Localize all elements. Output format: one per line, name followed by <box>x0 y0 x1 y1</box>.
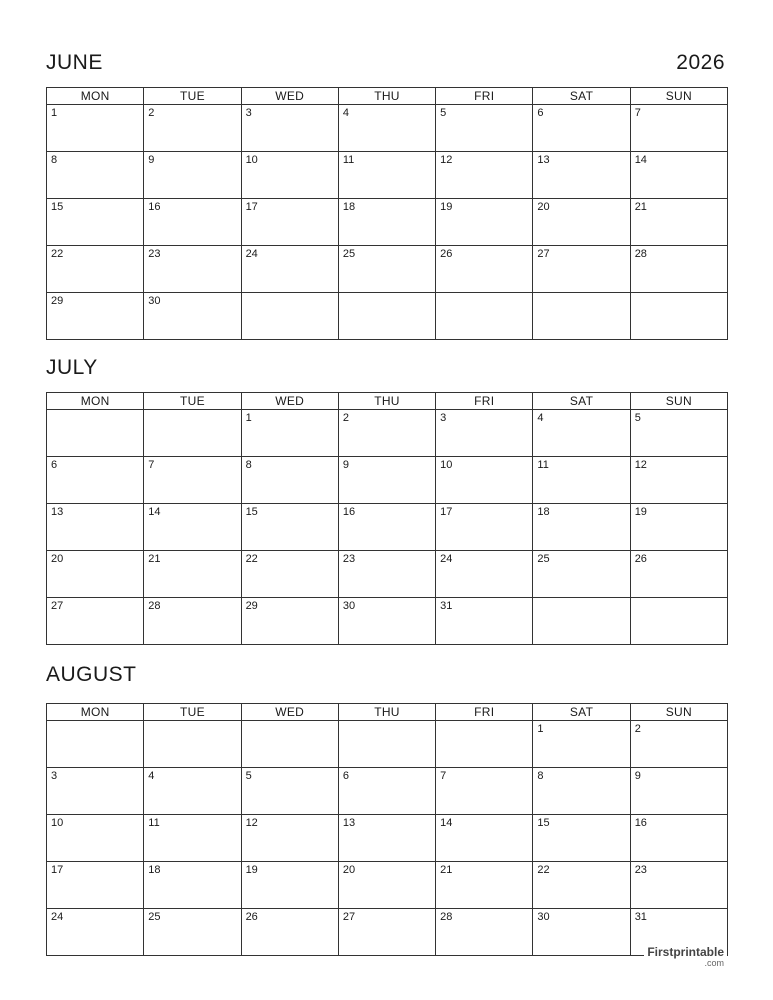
day-number: 11 <box>342 154 355 166</box>
day-cell <box>533 152 630 199</box>
calendar-grid-june <box>46 87 728 340</box>
day-number: 27 <box>342 911 356 923</box>
day-cell <box>144 551 241 598</box>
day-number: 24 <box>245 248 258 260</box>
day-cell <box>241 293 338 340</box>
week-row <box>47 457 728 504</box>
day-number: 12 <box>440 154 453 166</box>
day-cell <box>533 768 630 815</box>
day-cell <box>241 246 338 293</box>
day-cell <box>144 815 241 862</box>
day-number: 4 <box>342 107 349 119</box>
weekday-header: THU <box>338 393 435 410</box>
week-row <box>47 246 728 293</box>
day-cell <box>533 504 630 551</box>
day-cell <box>533 909 630 956</box>
day-cell <box>436 246 533 293</box>
brand-logo <box>644 946 727 968</box>
brand-name: Firstprintable <box>647 945 724 959</box>
day-cell <box>630 504 727 551</box>
day-cell <box>338 504 435 551</box>
day-number: 29 <box>245 600 258 612</box>
day-cell <box>533 199 630 246</box>
month-title-june: JUNE <box>46 51 103 74</box>
day-number: 15 <box>537 817 550 829</box>
day-cell <box>630 199 727 246</box>
day-number: 2 <box>342 412 349 424</box>
day-cell <box>436 551 533 598</box>
day-cell <box>436 457 533 504</box>
day-cell <box>47 246 144 293</box>
day-number: 30 <box>537 911 550 923</box>
weekday-header: SAT <box>533 88 630 105</box>
weekday-header-row <box>47 704 728 721</box>
day-number: 14 <box>148 506 161 518</box>
day-cell <box>338 410 435 457</box>
day-cell <box>630 152 727 199</box>
day-number: 5 <box>245 770 252 782</box>
day-cell <box>338 152 435 199</box>
day-cell <box>241 152 338 199</box>
day-cell <box>533 815 630 862</box>
weekday-header: TUE <box>144 393 241 410</box>
weekday-header: WED <box>241 393 338 410</box>
day-cell <box>533 551 630 598</box>
day-number: 23 <box>634 864 647 876</box>
day-cell <box>630 768 727 815</box>
day-number: 21 <box>440 864 453 876</box>
day-cell <box>338 598 435 645</box>
day-number: 8 <box>537 770 544 782</box>
day-number: 26 <box>245 911 258 923</box>
day-cell <box>436 862 533 909</box>
day-number: 9 <box>634 770 641 782</box>
weekday-header: THU <box>338 88 435 105</box>
day-cell <box>436 152 533 199</box>
week-row <box>47 768 728 815</box>
day-number: 19 <box>245 864 258 876</box>
day-number: 27 <box>537 248 550 260</box>
day-cell <box>338 721 435 768</box>
day-cell <box>47 152 144 199</box>
day-cell <box>630 721 727 768</box>
calendar-grid-july <box>46 392 728 645</box>
weekday-header: FRI <box>436 704 533 721</box>
day-number: 27 <box>51 600 64 612</box>
day-number: 21 <box>634 201 647 213</box>
day-number: 22 <box>51 248 64 260</box>
day-cell <box>436 504 533 551</box>
day-number: 1 <box>537 723 544 735</box>
day-cell <box>630 862 727 909</box>
day-number: 10 <box>440 459 453 471</box>
day-cell <box>241 598 338 645</box>
day-cell <box>144 199 241 246</box>
day-number: 20 <box>537 201 550 213</box>
day-number: 11 <box>537 459 549 471</box>
day-number: 16 <box>342 506 356 518</box>
day-number: 28 <box>440 911 453 923</box>
day-cell <box>47 598 144 645</box>
day-cell <box>630 246 727 293</box>
day-number: 31 <box>634 911 647 923</box>
day-cell <box>144 293 241 340</box>
week-row <box>47 815 728 862</box>
day-number: 24 <box>51 911 64 923</box>
weekday-header: THU <box>338 704 435 721</box>
week-row <box>47 199 728 246</box>
day-number: 19 <box>634 506 647 518</box>
day-cell <box>436 768 533 815</box>
day-number: 30 <box>148 295 161 307</box>
day-cell <box>630 815 727 862</box>
weekday-header-row <box>47 393 728 410</box>
day-number: 10 <box>245 154 258 166</box>
day-cell <box>338 105 435 152</box>
day-number: 18 <box>537 506 550 518</box>
day-cell <box>436 410 533 457</box>
day-cell <box>144 598 241 645</box>
day-cell <box>533 862 630 909</box>
day-number: 26 <box>634 553 647 565</box>
day-number: 29 <box>51 295 64 307</box>
day-cell <box>338 457 435 504</box>
day-cell <box>144 246 241 293</box>
day-number: 17 <box>245 201 258 213</box>
day-cell <box>241 815 338 862</box>
day-number: 13 <box>342 817 356 829</box>
day-cell <box>47 815 144 862</box>
day-number: 6 <box>537 107 544 119</box>
month-title-august: AUGUST <box>46 663 137 686</box>
day-cell <box>47 504 144 551</box>
day-number: 7 <box>148 459 155 471</box>
day-cell <box>630 410 727 457</box>
weekday-header: TUE <box>144 704 241 721</box>
day-number: 9 <box>148 154 155 166</box>
day-cell <box>436 721 533 768</box>
day-cell <box>533 293 630 340</box>
day-number: 3 <box>245 107 252 119</box>
day-cell <box>241 105 338 152</box>
day-cell <box>436 293 533 340</box>
day-cell <box>241 551 338 598</box>
day-number: 7 <box>634 107 641 119</box>
day-number: 11 <box>148 817 160 829</box>
day-cell <box>47 721 144 768</box>
day-cell <box>47 457 144 504</box>
day-number: 19 <box>440 201 453 213</box>
day-number: 23 <box>342 553 356 565</box>
week-row <box>47 551 728 598</box>
weekday-header: WED <box>241 704 338 721</box>
day-number: 12 <box>634 459 647 471</box>
day-cell <box>241 768 338 815</box>
day-cell <box>47 410 144 457</box>
day-number: 20 <box>51 553 64 565</box>
day-cell <box>436 909 533 956</box>
day-number: 16 <box>634 817 647 829</box>
day-number: 13 <box>51 506 64 518</box>
day-cell <box>241 721 338 768</box>
day-number: 30 <box>342 600 356 612</box>
day-cell <box>338 246 435 293</box>
day-cell <box>241 199 338 246</box>
year-label: 2026 <box>676 51 725 74</box>
month-title-july: JULY <box>46 356 98 379</box>
day-cell <box>338 199 435 246</box>
day-number: 28 <box>148 600 161 612</box>
day-number: 4 <box>148 770 155 782</box>
day-number: 12 <box>245 817 258 829</box>
day-number: 7 <box>440 770 447 782</box>
weekday-header: SUN <box>630 393 727 410</box>
day-number: 31 <box>440 600 453 612</box>
day-number: 25 <box>148 911 161 923</box>
day-cell <box>241 862 338 909</box>
day-cell <box>144 105 241 152</box>
day-cell <box>533 721 630 768</box>
day-cell <box>630 598 727 645</box>
day-number: 15 <box>245 506 258 518</box>
day-cell <box>241 457 338 504</box>
day-number: 23 <box>148 248 161 260</box>
day-number: 17 <box>440 506 453 518</box>
day-number: 17 <box>51 864 64 876</box>
day-cell <box>436 105 533 152</box>
day-cell <box>338 815 435 862</box>
day-number: 14 <box>634 154 647 166</box>
day-number: 28 <box>634 248 647 260</box>
day-cell <box>630 457 727 504</box>
day-number: 18 <box>342 201 356 213</box>
day-number: 16 <box>148 201 161 213</box>
day-number: 14 <box>440 817 453 829</box>
week-row <box>47 152 728 199</box>
day-cell <box>436 815 533 862</box>
day-cell <box>47 293 144 340</box>
weekday-header: SUN <box>630 704 727 721</box>
day-number: 6 <box>342 770 349 782</box>
day-cell <box>144 504 241 551</box>
day-cell <box>436 199 533 246</box>
weekday-header: SAT <box>533 393 630 410</box>
day-number: 2 <box>148 107 155 119</box>
day-cell <box>144 410 241 457</box>
day-cell <box>241 909 338 956</box>
week-row <box>47 598 728 645</box>
day-number: 8 <box>51 154 58 166</box>
week-row <box>47 410 728 457</box>
day-cell <box>144 862 241 909</box>
day-number: 20 <box>342 864 356 876</box>
day-number: 5 <box>634 412 641 424</box>
day-cell <box>533 457 630 504</box>
day-number: 9 <box>342 459 349 471</box>
day-number: 4 <box>537 412 544 424</box>
day-cell <box>144 909 241 956</box>
day-cell <box>338 862 435 909</box>
day-cell <box>144 152 241 199</box>
week-row <box>47 504 728 551</box>
day-number: 8 <box>245 459 252 471</box>
day-cell <box>338 551 435 598</box>
weekday-header: MON <box>47 88 144 105</box>
day-cell <box>241 504 338 551</box>
day-number: 5 <box>440 107 447 119</box>
day-number: 13 <box>537 154 550 166</box>
day-number: 21 <box>148 553 161 565</box>
day-number: 1 <box>245 412 252 424</box>
day-cell <box>533 105 630 152</box>
weekday-header: SUN <box>630 88 727 105</box>
week-row <box>47 105 728 152</box>
day-cell <box>533 246 630 293</box>
weekday-header: SAT <box>533 704 630 721</box>
day-cell <box>47 909 144 956</box>
day-number: 24 <box>440 553 453 565</box>
day-cell <box>47 768 144 815</box>
day-number: 6 <box>51 459 58 471</box>
day-cell <box>47 551 144 598</box>
day-cell <box>241 410 338 457</box>
day-number: 22 <box>245 553 258 565</box>
day-cell <box>630 551 727 598</box>
day-cell <box>630 105 727 152</box>
day-cell <box>436 598 533 645</box>
weekday-header: FRI <box>436 393 533 410</box>
day-cell <box>144 457 241 504</box>
day-cell <box>144 768 241 815</box>
day-number: 25 <box>537 553 550 565</box>
day-cell <box>47 199 144 246</box>
week-row <box>47 293 728 340</box>
day-cell <box>47 105 144 152</box>
day-cell <box>630 293 727 340</box>
day-number: 15 <box>51 201 64 213</box>
day-number: 3 <box>440 412 447 424</box>
day-cell <box>338 293 435 340</box>
day-number: 26 <box>440 248 453 260</box>
day-number: 25 <box>342 248 356 260</box>
weekday-header: MON <box>47 393 144 410</box>
day-cell <box>533 410 630 457</box>
day-cell <box>144 721 241 768</box>
weekday-header: WED <box>241 88 338 105</box>
calendar-grid-august <box>46 703 728 956</box>
day-number: 2 <box>634 723 641 735</box>
day-number: 3 <box>51 770 58 782</box>
week-row <box>47 721 728 768</box>
week-row <box>47 862 728 909</box>
weekday-header: FRI <box>436 88 533 105</box>
week-row <box>47 909 728 956</box>
weekday-header: TUE <box>144 88 241 105</box>
day-number: 10 <box>51 817 64 829</box>
day-number: 22 <box>537 864 550 876</box>
weekday-header-row <box>47 88 728 105</box>
weekday-header: MON <box>47 704 144 721</box>
day-cell <box>338 768 435 815</box>
day-cell <box>533 598 630 645</box>
day-cell <box>338 909 435 956</box>
brand-domain: .com <box>704 958 724 968</box>
day-cell <box>47 862 144 909</box>
day-number: 1 <box>51 107 58 119</box>
day-number: 18 <box>148 864 161 876</box>
